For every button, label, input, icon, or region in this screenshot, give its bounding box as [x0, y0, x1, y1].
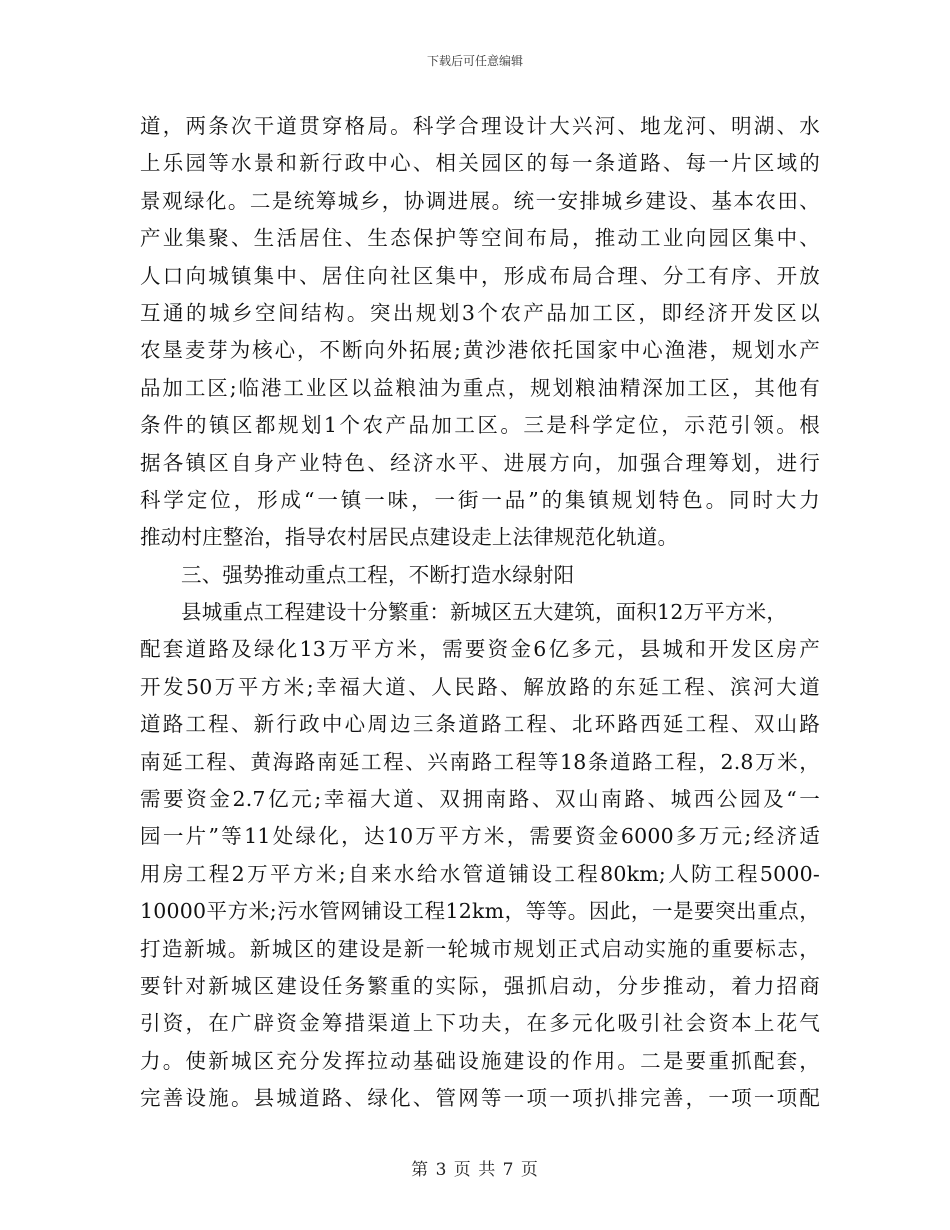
text-line: 人口向城镇集中、居住向社区集中，形成布局合理、分工有序、开放 [140, 263, 820, 288]
text-line: 县城重点工程建设十分繁重：新城区五大建筑，面积12万平方米， [181, 600, 788, 625]
text-line: 要针对新城区建设任务繁重的实际，强抓启动，分步推动，着力招商 [140, 973, 820, 998]
text-line: 开发50万平方米;幸福大道、人民路、解放路的东延工程、滨河大道 [140, 674, 820, 699]
text-line: 据各镇区自身产业特色、经济水平、进展方向，加强合理筹划，进行 [140, 450, 820, 475]
text-line: 产业集聚、生活居住、生态保护等空间布局，推动工业向园区集中、 [140, 226, 820, 251]
text-line: 品加工区;临港工业区以益粮油为重点，规划粮油精深加工区，其他有 [140, 375, 820, 400]
page-number: 第 3 页 共 7 页 [411, 1160, 539, 1180]
text-line: 用房工程2万平方米;自来水给水管道铺设工程80km;人防工程5000- [140, 861, 820, 886]
text-line: 景观绿化。二是统筹城乡，协调进展。统一安排城乡建设、基本农田、 [140, 188, 820, 213]
body-text [140, 108, 820, 1118]
text-line: 打造新城。新城区的建设是新一轮城市规划正式启动实施的重要标志， [140, 936, 820, 961]
text-line: 南延工程、黄海路南延工程、兴南路工程等18条道路工程，2.8万米， [140, 749, 820, 774]
text-line: 引资，在广辟资金筹措渠道上下功夫，在多元化吸引社会资本上花气 [140, 1011, 820, 1036]
text-line: 需要资金2.7亿元;幸福大道、双拥南路、双山南路、城西公园及“一 [140, 787, 820, 812]
text-line: 10000平方米;污水管网铺设工程12km，等等。因此，一是要突出重点， [140, 899, 820, 924]
text-line: 完善设施。县城道路、绿化、管网等一项一项扒排完善，一项一项配 [140, 1086, 820, 1111]
text-line: 力。使新城区充分发挥拉动基础设施建设的作用。二是要重抓配套， [140, 1048, 820, 1073]
text-line: 道，两条次干道贯穿格局。科学合理设计大兴河、地龙河、明湖、水 [140, 114, 820, 138]
text-line: 道路工程、新行政中心周边三条道路工程、北环路西延工程、双山路 [140, 712, 820, 737]
text-line: 推动村庄整治，指导农村居民点建设走上法律规范化轨道。 [140, 525, 679, 550]
text-line: 上乐园等水景和新行政中心、相关园区的每一条道路、每一片区域的 [140, 151, 820, 176]
text-line: 配套道路及绿化13万平方米，需要资金6亿多元，县城和开发区房产 [140, 637, 820, 662]
text-line: 条件的镇区都规划1个农产品加工区。三是科学定位，示范引领。根 [140, 413, 820, 438]
text-line: 园一片”等11处绿化，达10万平方米，需要资金6000多万元;经济适 [140, 824, 820, 849]
text-line: 科学定位，形成“一镇一味，一街一品”的集镇规划特色。同时大力 [140, 487, 820, 512]
page-header: 下载后可任意编辑 [426, 54, 523, 68]
section-heading: 三、强势推动重点工程，不断打造水绿射阳 [181, 562, 575, 587]
text-line: 农垦麦芽为核心，不断向外拓展;黄沙港依托国家中心渔港，规划水产 [140, 338, 820, 363]
text-line: 互通的城乡空间结构。突出规划3个农产品加工区，即经济开发区以 [140, 300, 820, 325]
